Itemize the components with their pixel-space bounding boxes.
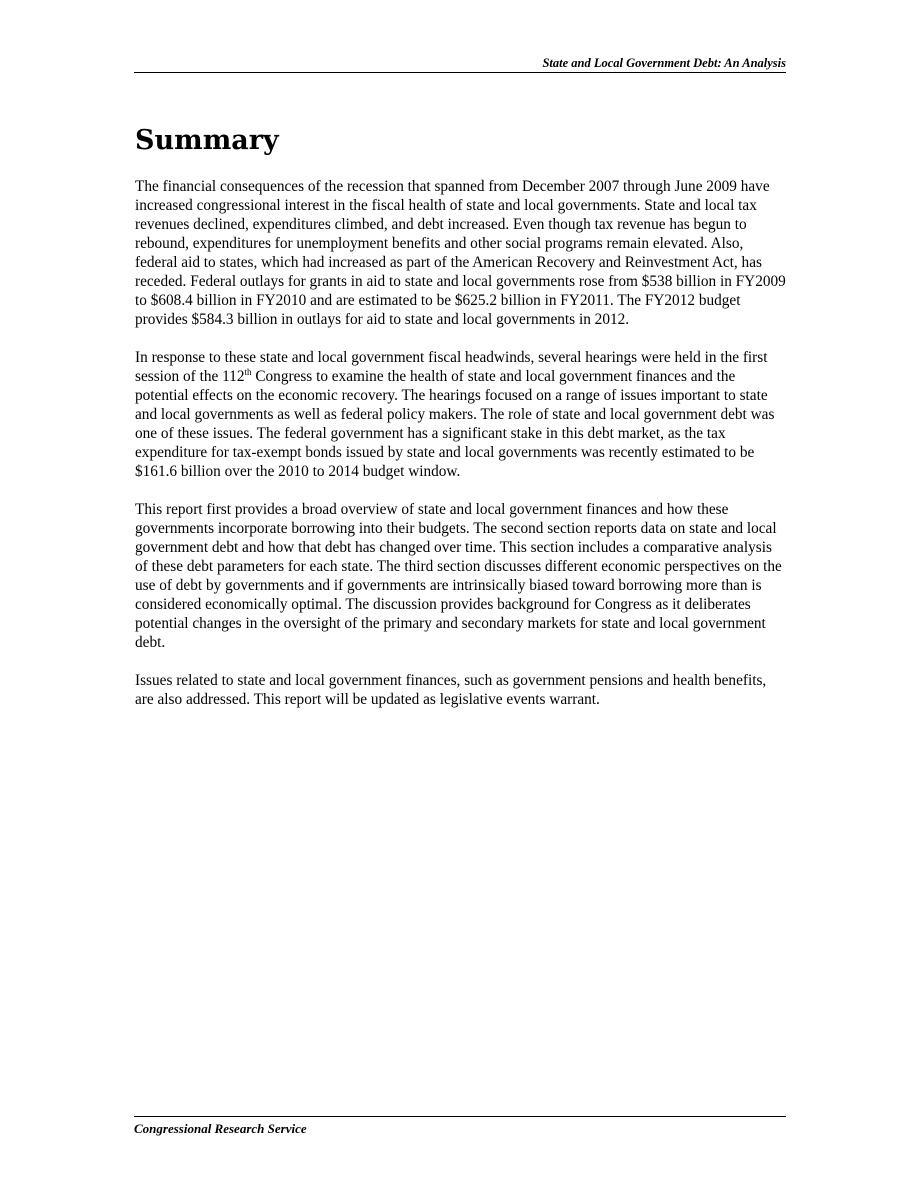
running-header-title: State and Local Government Debt: An Analysis xyxy=(542,56,786,70)
summary-body xyxy=(135,177,787,728)
paragraph-2-text-end: Congress to examine the health of state and local government finances and the potential effects on the economic recovery. The hearings focused on a range of issues important to state and local governments as well as federal policy makers. The role of state and local government debt was one of these issues. The federal government has a significant stake in this debt market, as the tax expenditure for tax-exempt bonds issued by state and local governments was recently estimated to be $161.6 billion over the 2010 to 2014 budget window. xyxy=(135,368,775,480)
running-footer xyxy=(134,1116,786,1137)
paragraph-2-text-start: In response to these state and local government fiscal headwinds, several hearings were held in the first session of the 112 xyxy=(135,349,768,385)
page-title: Summary xyxy=(135,125,279,156)
summary-paragraph-2 xyxy=(135,348,787,481)
ordinal-superscript: th xyxy=(244,366,252,377)
running-header xyxy=(134,56,786,73)
footer-organization: Congressional Research Service xyxy=(134,1121,307,1136)
summary-paragraph-4: Issues related to state and local government finances, such as government pensions and health benefits, are also addressed. This report will be updated as legislative events warrant. xyxy=(135,672,767,708)
summary-paragraph-3: This report first provides a broad overview of state and local government finances and how these governments incorporate borrowing into their budgets. The second section reports data on state and local government debt and how that debt has changed over time. This section includes a comparative analysis of these debt parameters for each state. The third section discusses different economic perspectives on the use of debt by governments and if governments are intrinsically biased toward borrowing more than is considered economically optimal. The discussion provides background for Congress as it deliberates potential changes in the oversight of the primary and secondary markets for state and local government debt. xyxy=(135,501,782,651)
summary-paragraph-1: The financial consequences of the recession that spanned from December 2007 through June 2009 have increased congressional interest in the fiscal health of state and local governments. State and local tax revenues declined, expenditures climbed, and debt increased. Even though tax revenue has begun to rebound, expenditures for unemployment benefits and other social programs remain elevated. Also, federal aid to states, which had increased as part of the American Recovery and Reinvestment Act, has receded. Federal outlays for grants in aid to state and local governments rose from $538 billion in FY2009 to $608.4 billion in FY2010 and are estimated to be $625.2 billion in FY2011. The FY2012 budget provides $584.3 billion in outlays for aid to state and local governments in 2012. xyxy=(135,178,786,328)
